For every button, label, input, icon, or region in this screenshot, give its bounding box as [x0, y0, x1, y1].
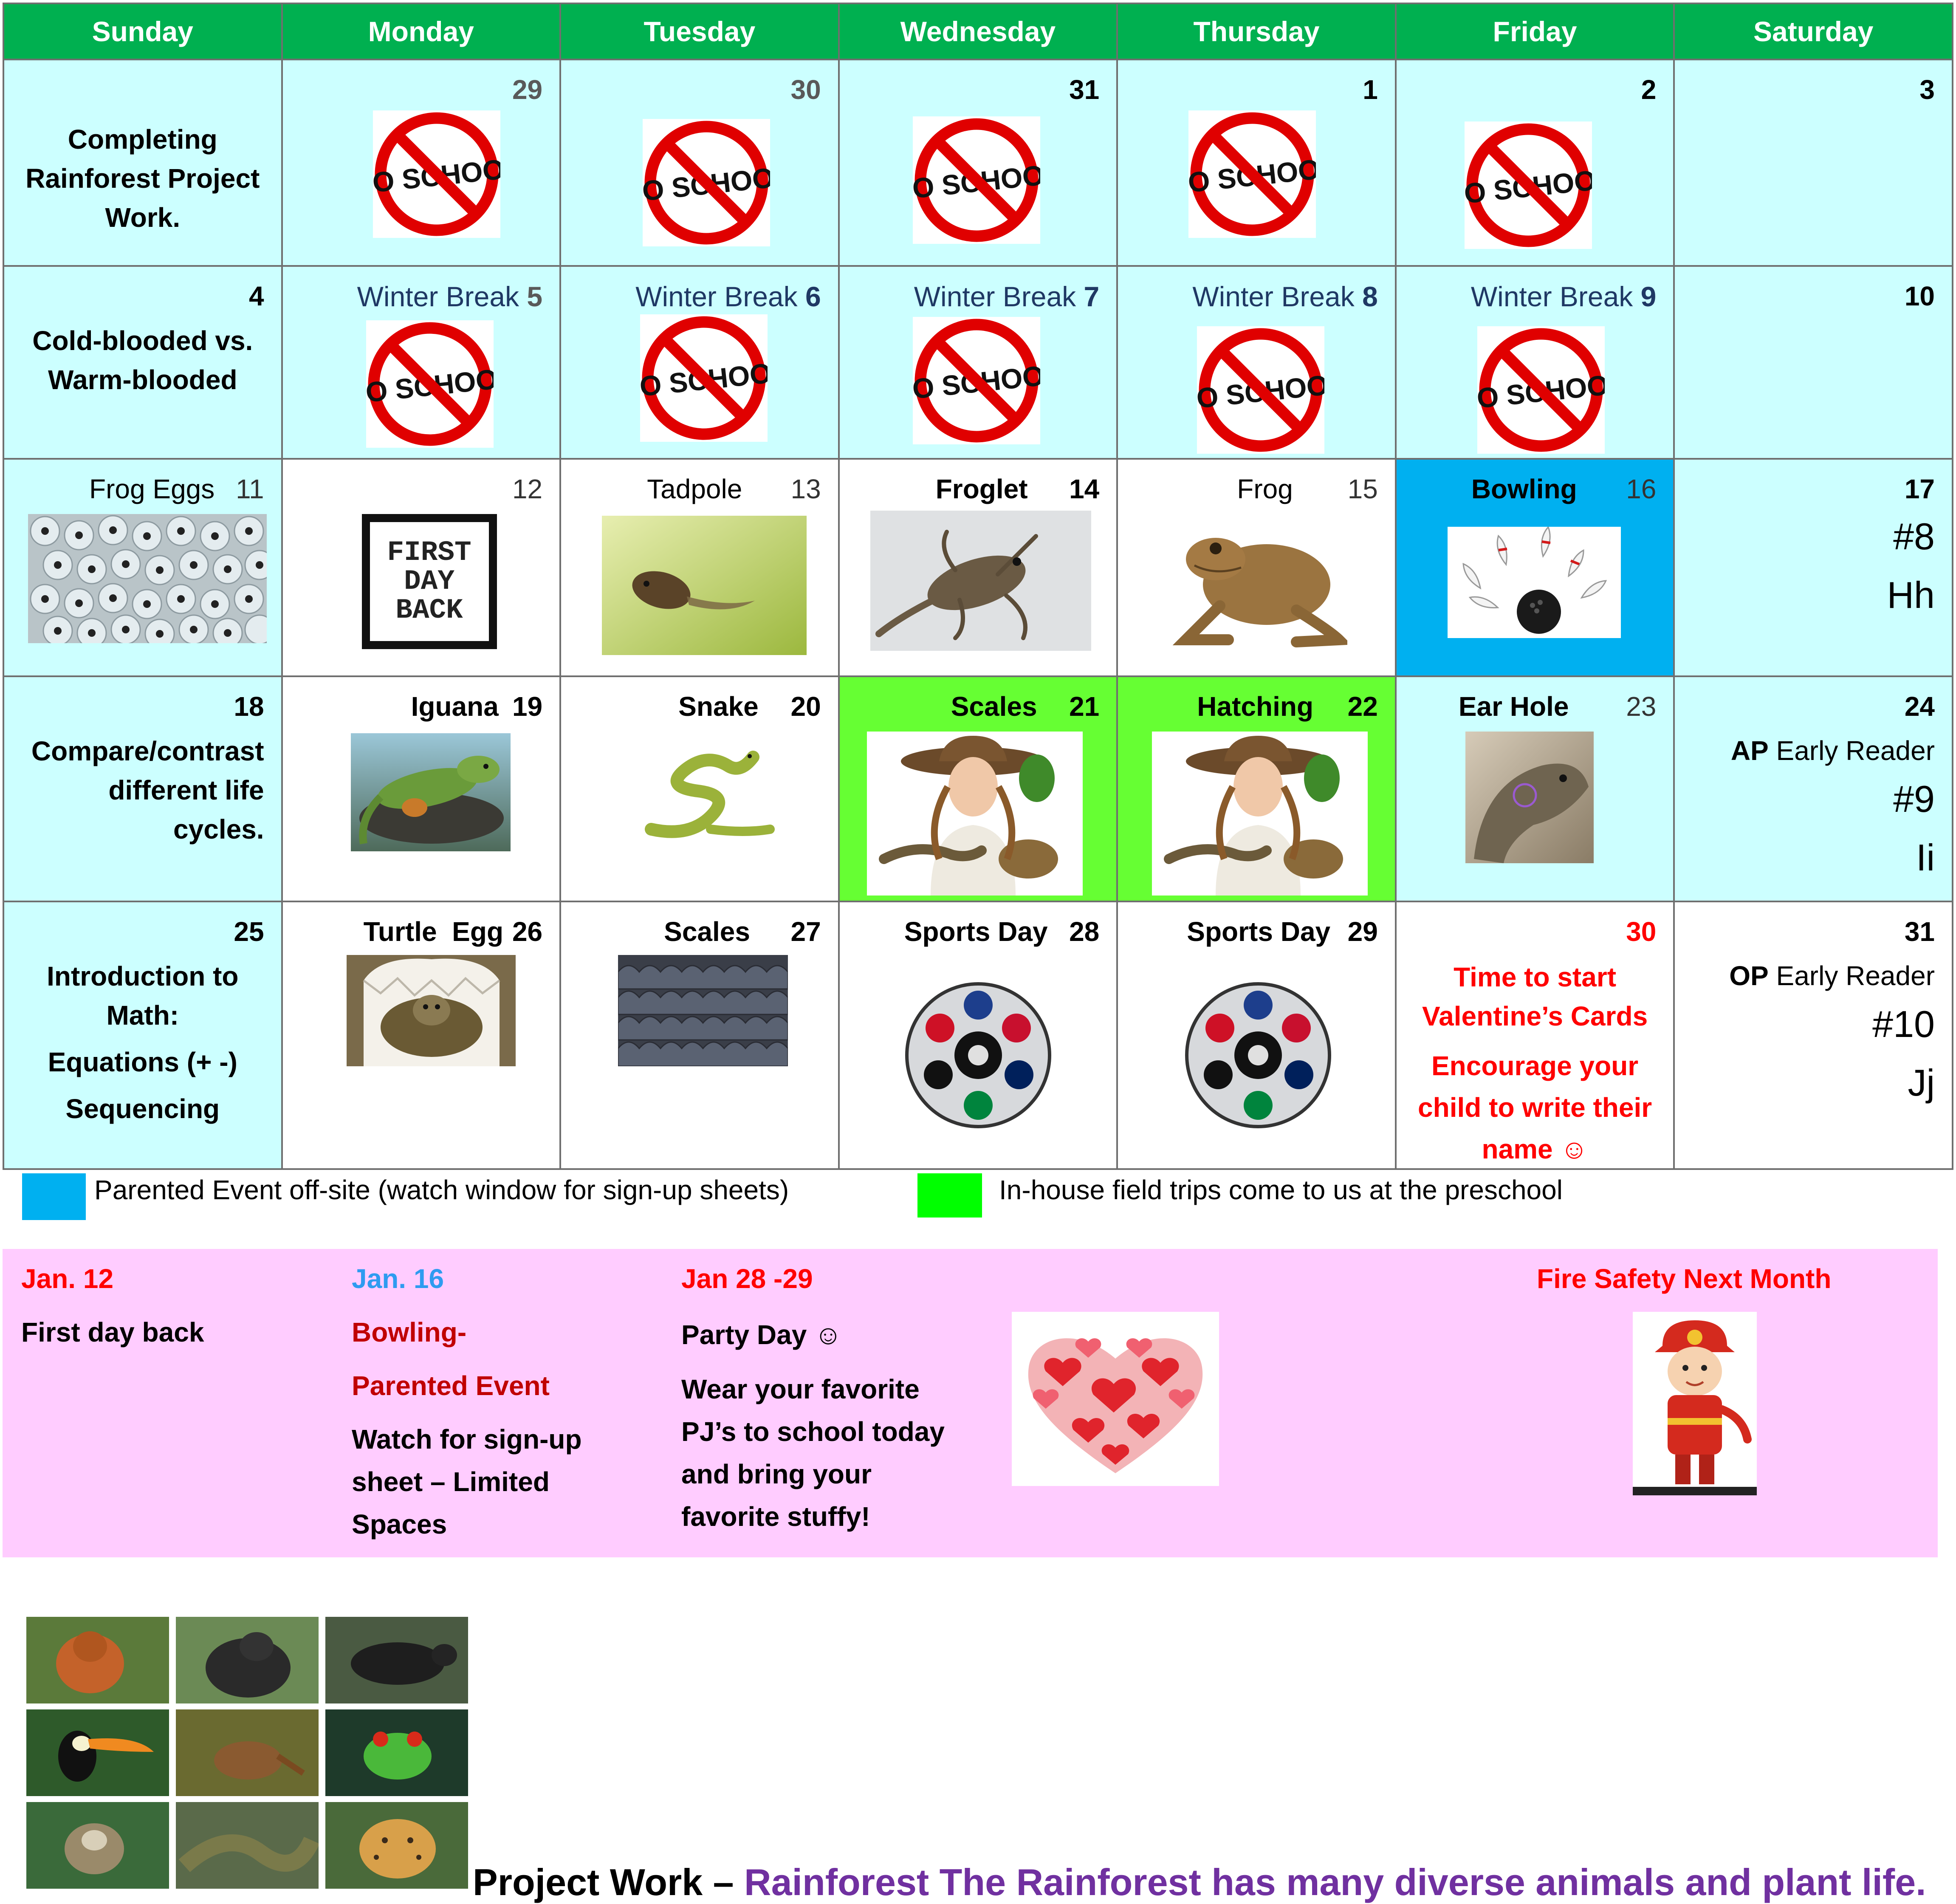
- day-number: 31: [1904, 916, 1935, 947]
- day-number: 5: [527, 281, 543, 312]
- early-reader-text: Early Reader: [1776, 735, 1935, 766]
- cell-week3-thursday: [1117, 459, 1396, 676]
- note-title: Parented Event: [352, 1370, 550, 1401]
- day-label: Frog Eggs: [89, 474, 215, 504]
- day-number: 15: [1347, 474, 1378, 504]
- cell-week1-monday: [282, 59, 561, 266]
- cell-week5-tuesday: [560, 901, 839, 1169]
- iguana-photo: [351, 733, 511, 851]
- week2-sunday-note: Cold-blooded vs. Warm-blooded: [32, 325, 253, 395]
- cell-week1-tuesday: [560, 59, 839, 266]
- no-school-sign: [366, 320, 494, 448]
- day-number: 19: [512, 691, 543, 722]
- day-number: 9: [1640, 281, 1657, 312]
- day-label: Iguana: [411, 691, 499, 722]
- winter-break-label: [1471, 280, 1657, 313]
- legend-green-swatch: [917, 1173, 982, 1218]
- sloth-photo: [26, 1802, 169, 1889]
- day-header-sunday: Sunday: [3, 3, 282, 59]
- cell-week2-sunday: [3, 266, 282, 459]
- day-number: 25: [234, 916, 264, 947]
- day-label: Bowling: [1471, 474, 1577, 504]
- day-number: 30: [1626, 916, 1657, 947]
- no-school-sign: [913, 317, 1040, 444]
- winter-break-text: Winter Break: [635, 281, 798, 312]
- group-prefix: AP: [1730, 735, 1769, 766]
- cell-week3-wednesday: [839, 459, 1118, 676]
- week5-sunday-line: Sequencing: [65, 1093, 220, 1124]
- winter-break-label: [1192, 280, 1378, 313]
- cell-week4-friday: [1396, 676, 1674, 901]
- rainforest-animals-collage: [26, 1617, 468, 1893]
- day-label: Scales: [951, 691, 1037, 722]
- no-school-sign: [643, 119, 770, 246]
- footer-text: Rainforest The Rainforest has many diverse animals and plant life.: [744, 1861, 1926, 1903]
- bowling-photo: [1448, 527, 1621, 638]
- frog-eggs-photo: [28, 514, 267, 643]
- anaconda-photo: [176, 1802, 319, 1889]
- frog-photo: [1169, 512, 1347, 648]
- day-header-thursday: Thursday: [1117, 3, 1396, 59]
- day-header-friday: Friday: [1396, 3, 1674, 59]
- day-number: 1: [1363, 74, 1378, 105]
- no-school-sign: [373, 110, 500, 238]
- lizard-ear-hole-photo: [1465, 732, 1594, 863]
- turtle-egg-photo: [347, 955, 516, 1066]
- day-number: 3: [1919, 74, 1935, 105]
- day-number: 28: [1069, 916, 1100, 947]
- cell-week5-saturday: [1674, 901, 1953, 1169]
- note-title: Fire Safety Next Month: [1537, 1263, 1832, 1294]
- note-text: Watch for sign-up sheet – Limited Spaces: [352, 1424, 582, 1540]
- presenter-with-reptiles-photo: [867, 732, 1083, 896]
- day-number: 7: [1084, 281, 1100, 312]
- cell-week3-saturday: [1674, 459, 1953, 676]
- no-school-sign: [913, 116, 1040, 244]
- day-label: Tadpole: [647, 474, 742, 504]
- froglet-photo: [870, 511, 1091, 651]
- project-work-footer: [473, 1861, 1926, 1904]
- cell-week5-sunday: [3, 901, 282, 1169]
- letter-of-week: Hh: [1887, 574, 1935, 616]
- calendar: [3, 3, 1953, 1170]
- snake-photo: [626, 732, 780, 846]
- day-number: 4: [248, 281, 264, 311]
- day-label: Snake: [678, 691, 759, 722]
- early-reader-number: #9: [1893, 778, 1935, 820]
- no-school-sign: [1188, 110, 1316, 238]
- winter-break-label: [914, 280, 1100, 313]
- note-date: Jan. 12: [21, 1263, 114, 1294]
- first-day-back-sign: [362, 514, 497, 649]
- day-number: 29: [1347, 916, 1378, 947]
- early-reader-label: [1729, 960, 1935, 992]
- no-school-sign: [1465, 121, 1592, 249]
- day-label: Scales: [664, 916, 750, 947]
- day-number: 11: [236, 474, 264, 504]
- day-label: Turtle Egg: [363, 916, 504, 947]
- cell-week4-monday: [282, 676, 561, 901]
- week5-sunday-line: Introduction to Math:: [47, 961, 239, 1031]
- winter-break-text: Winter Break: [1192, 281, 1355, 312]
- note-title: Bowling-: [352, 1317, 467, 1347]
- hockey-teams-logo: [904, 981, 1052, 1129]
- day-label: Hatching: [1197, 691, 1314, 722]
- day-label: Froglet: [935, 474, 1028, 504]
- day-header-saturday: Saturday: [1674, 3, 1953, 59]
- day-number: 17: [1904, 474, 1935, 504]
- day-number: 22: [1347, 691, 1378, 722]
- note-title: Party Day ☺: [681, 1319, 842, 1350]
- notes-band: [3, 1249, 1938, 1557]
- cell-week3-monday: [282, 459, 561, 676]
- no-school-sign: [1477, 326, 1605, 454]
- day-number: 31: [1069, 74, 1100, 105]
- winter-break-text: Winter Break: [914, 281, 1076, 312]
- day-label: Sports Day: [904, 916, 1048, 947]
- week1-sunday-note: Completing Rainforest Project Work.: [25, 124, 260, 233]
- cell-week4-wednesday: [839, 676, 1118, 901]
- cell-week3-sunday: [3, 459, 282, 676]
- cell-week1-sunday: [3, 59, 282, 266]
- day-number: 6: [805, 281, 821, 312]
- cell-week5-wednesday: [839, 901, 1118, 1169]
- gorilla-photo: [176, 1617, 319, 1703]
- day-number: 10: [1904, 281, 1935, 311]
- note-text: Wear your favorite PJ’s to school today and bring your favorite stuffy!: [681, 1374, 945, 1532]
- hearts-picture: [1012, 1312, 1219, 1486]
- letter-of-week: Ii: [1916, 836, 1935, 879]
- cell-week4-tuesday: [560, 676, 839, 901]
- day-number: 27: [790, 916, 821, 947]
- no-school-sign: [640, 314, 768, 442]
- day-header-monday: Monday: [282, 3, 561, 59]
- sign-line: DAY: [404, 565, 454, 597]
- cell-week2-wednesday: [839, 266, 1118, 459]
- winter-break-label: [635, 280, 821, 313]
- day-number: 2: [1641, 74, 1657, 105]
- day-number: 16: [1626, 474, 1657, 504]
- early-reader-number: #10: [1872, 1003, 1935, 1045]
- no-school-sign: [1197, 326, 1324, 454]
- day-number: 24: [1904, 691, 1935, 722]
- day-number: 18: [234, 691, 264, 722]
- cell-week5-monday: [282, 901, 561, 1169]
- letter-of-week: Jj: [1908, 1062, 1935, 1104]
- day-number: 8: [1362, 281, 1378, 312]
- valentines-note: Time to start Valentine’s Cards: [1422, 962, 1648, 1031]
- early-reader-number: #8: [1893, 515, 1935, 557]
- day-label: Frog: [1237, 474, 1293, 504]
- note-date: Jan 28 -29: [681, 1263, 813, 1294]
- cell-week3-tuesday: [560, 459, 839, 676]
- cell-week2-tuesday: [560, 266, 839, 459]
- week4-sunday-note: Compare/contrast different life cycles.: [31, 736, 264, 845]
- coati-photo: [176, 1709, 319, 1796]
- winter-break-label: [357, 280, 543, 313]
- legend-blue-text: Parented Event off-site (watch window for sign-up sheets): [94, 1175, 789, 1205]
- day-number: 26: [512, 916, 543, 947]
- footer-prefix: Project Work –: [473, 1861, 745, 1903]
- cell-week1-friday: [1396, 59, 1674, 266]
- cell-week1-wednesday: [839, 59, 1118, 266]
- week5-sunday-line: Equations (+ -): [48, 1047, 237, 1077]
- group-prefix: OP: [1729, 960, 1769, 991]
- day-label: Sports Day: [1187, 916, 1331, 947]
- early-reader-text: Early Reader: [1776, 960, 1935, 991]
- cell-week4-saturday: [1674, 676, 1953, 901]
- cell-week2-saturday: [1674, 266, 1953, 459]
- tree-frog-photo: [325, 1709, 468, 1796]
- day-number: 30: [790, 74, 821, 105]
- cell-week2-monday: [282, 266, 561, 459]
- valentines-note-2: Encourage your child to write their name ☺: [1418, 1051, 1652, 1164]
- note-date: Jan. 16: [352, 1263, 444, 1294]
- day-label: Ear Hole: [1458, 691, 1569, 722]
- orangutan-photo: [26, 1617, 169, 1703]
- tadpole-photo: [602, 516, 807, 655]
- day-number: 23: [1626, 691, 1657, 722]
- scales-texture-photo: [618, 955, 788, 1066]
- legend-blue-swatch: [22, 1173, 86, 1220]
- sign-line: FIRST: [387, 537, 471, 568]
- cell-week5-thursday: [1117, 901, 1396, 1169]
- cell-week4-thursday: [1117, 676, 1396, 901]
- presenter-with-reptiles-photo: [1152, 732, 1368, 896]
- winter-break-text: Winter Break: [357, 281, 519, 312]
- hockey-teams-logo: [1184, 981, 1332, 1129]
- firefighter-picture: [1633, 1312, 1757, 1495]
- cell-week2-thursday: [1117, 266, 1396, 459]
- howler-monkey-photo: [325, 1617, 468, 1703]
- day-number: 13: [790, 474, 821, 504]
- day-number: 20: [790, 691, 821, 722]
- early-reader-label: [1731, 735, 1935, 766]
- winter-break-text: Winter Break: [1471, 281, 1633, 312]
- cell-week3-friday: [1396, 459, 1674, 676]
- jaguar-photo: [325, 1802, 468, 1889]
- cell-week4-sunday: [3, 676, 282, 901]
- day-header-tuesday: Tuesday: [560, 3, 839, 59]
- sign-line: BACK: [395, 594, 463, 626]
- legend-green-text: In-house field trips come to us at the preschool: [999, 1175, 1563, 1205]
- day-number: 29: [512, 74, 543, 105]
- cell-week1-saturday: [1674, 59, 1953, 266]
- cell-week5-friday: [1396, 901, 1674, 1169]
- day-number: 12: [512, 474, 543, 504]
- toucan-photo: [26, 1709, 169, 1796]
- note-text: First day back: [21, 1317, 204, 1347]
- cell-week2-friday: [1396, 266, 1674, 459]
- day-number: 14: [1069, 474, 1100, 504]
- cell-week1-thursday: [1117, 59, 1396, 266]
- day-header-wednesday: Wednesday: [839, 3, 1118, 59]
- day-number: 21: [1069, 691, 1100, 722]
